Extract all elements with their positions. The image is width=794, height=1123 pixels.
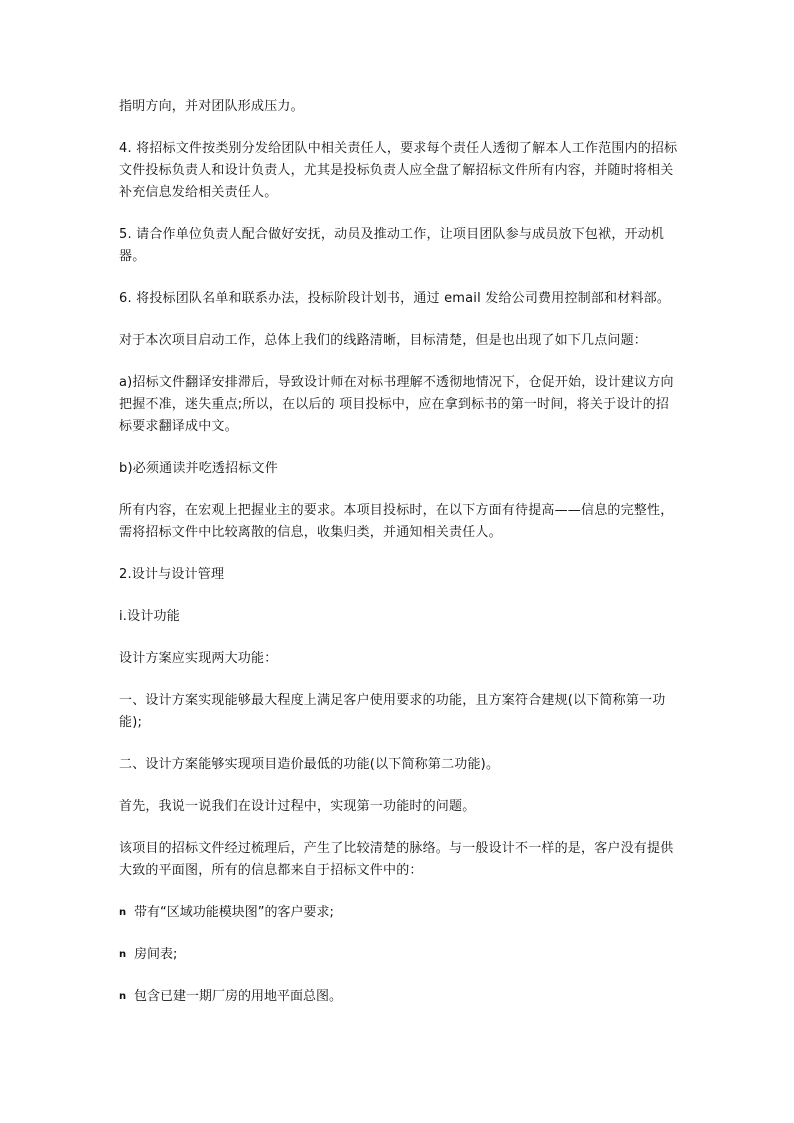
numbered-item-6: 6. 将投标团队名单和联系办法，投标阶段计划书，通过 email 发给公司费用控制部和材料部。 bbox=[119, 291, 671, 306]
list-item-text: 带有“区域功能模块图”的客户要求; bbox=[134, 905, 334, 920]
list-item-text: 包含已建一期厂房的用地平面总图。 bbox=[134, 989, 343, 1004]
paragraph: 指明方向，并对团队形成压力。 bbox=[119, 99, 304, 114]
numbered-item-5: 5. 请合作单位负责人配合做好安抚，动员及推动工作，让项目团队参与成员放下包袱，开动机器。 bbox=[119, 227, 665, 264]
bullet-icon: n bbox=[119, 907, 127, 918]
list-item bbox=[119, 902, 679, 924]
function-item-1: 一、设计方案实现能够最大程度上满足客户使用要求的功能，且方案符合建规(以下简称第一功能); bbox=[119, 693, 666, 730]
paragraph: 设计方案应实现两大功能： bbox=[119, 651, 278, 666]
issue-item-a: a)招标文件翻译安排滞后，导致设计师在对标书理解不透彻地情况下，仓促开始，设计建议方向把握不准，迷失重点;所以，在以后的 项目投标中，应在拿到标书的第一时间，将关于设计的招标要求翻译成中文。 bbox=[119, 375, 674, 434]
list-item bbox=[119, 944, 679, 966]
paragraph: 所有内容，在宏观上把握业主的要求。本项目投标时，在以下方面有待提高——信息的完整性，需将招标文件中比较离散的信息，收集归类，并通知相关责任人。 bbox=[119, 503, 674, 540]
issue-item-b: b)必须通读并吃透招标文件 bbox=[119, 461, 278, 476]
numbered-item-4: 4. 将招标文件按类别分发给团队中相关责任人，要求每个责任人透彻了解本人工作范围内的招标文件投标负责人和设计负责人，尤其是投标负责人应全盘了解招标文件所有内容，并随时将相关补充信息发给相关责任人。 bbox=[119, 141, 678, 200]
list-item bbox=[119, 986, 679, 1008]
document-body bbox=[119, 96, 679, 1028]
paragraph: 对于本次项目启动工作，总体上我们的线路清晰，目标清楚，但是也出现了如下几点问题： bbox=[119, 333, 648, 348]
subsection-heading: i.设计功能 bbox=[119, 609, 180, 624]
bullet-icon: n bbox=[119, 991, 127, 1002]
function-item-2: 二、设计方案能够实现项目造价最低的功能(以下简称第二功能)。 bbox=[119, 757, 500, 772]
paragraph: 该项目的招标文件经过梳理后，产生了比较清楚的脉络。与一般设计不一样的是，客户没有提供大致的平面图，所有的信息都来自于招标文件中的： bbox=[119, 841, 674, 878]
section-heading: 2.设计与设计管理 bbox=[119, 567, 225, 582]
bullet-icon: n bbox=[119, 949, 127, 960]
paragraph: 首先，我说一说我们在设计过程中，实现第一功能时的问题。 bbox=[119, 799, 476, 814]
list-item-text: 房间表; bbox=[134, 947, 178, 962]
